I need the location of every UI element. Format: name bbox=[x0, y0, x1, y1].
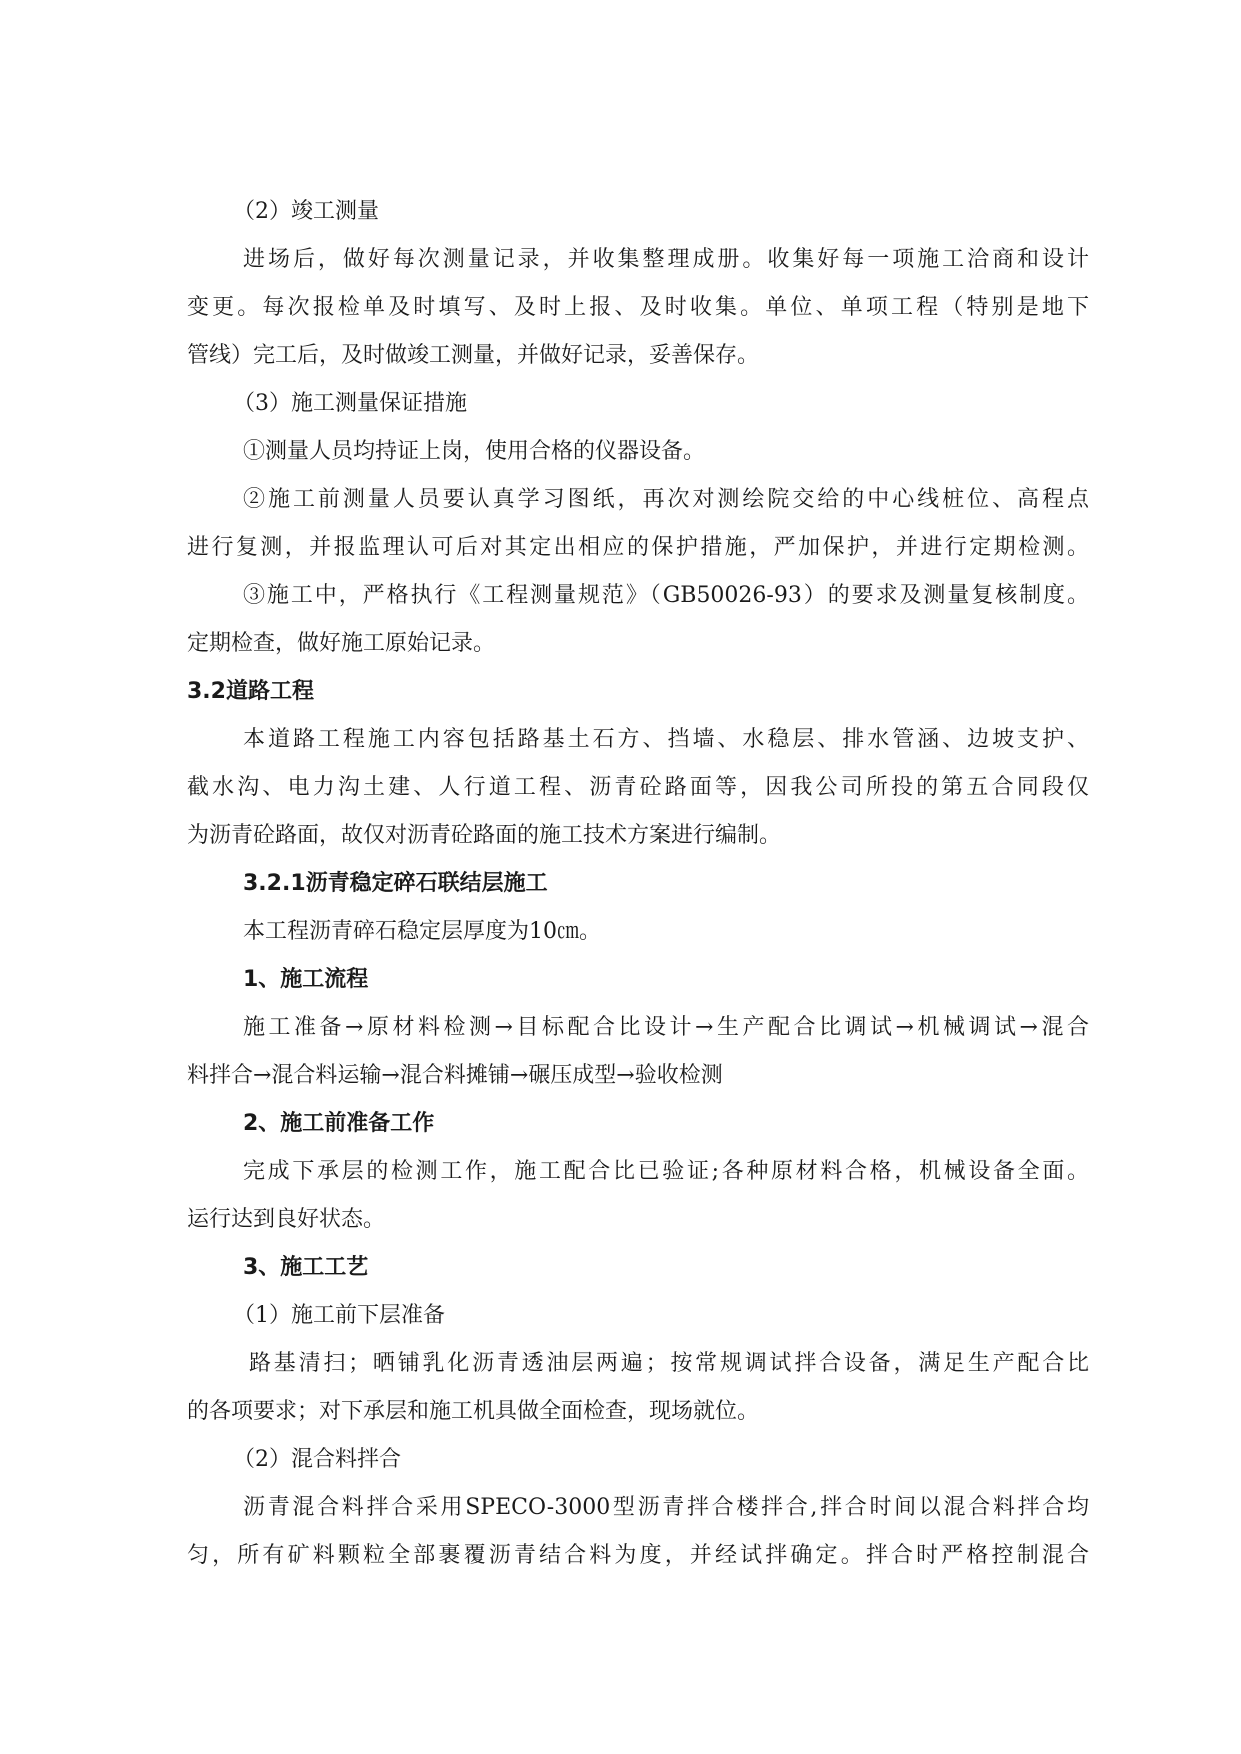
paragraph-line: 进场后，做好每次测量记录，并收集整理成册。收集好每一项施工洽商和设计 bbox=[243, 247, 1089, 272]
paragraph-line: 为沥青砼路面，故仅对沥青砼路面的施工技术方案进行编制。 bbox=[187, 823, 782, 848]
list-item: ③施工中，严格执行《工程测量规范》（GB50026-93）的要求及测量复核制度。 bbox=[243, 583, 1089, 608]
paragraph-line: 变更。每次报检单及时填写、及时上报、及时收集。单位、单项工程（特别是地下 bbox=[187, 295, 1089, 320]
paragraph-line: 路基清扫；晒铺乳化沥青透油层两遍；按常规调试拌合设备，满足生产配合比 bbox=[249, 1351, 1089, 1376]
paragraph-line: 定期检查，做好施工原始记录。 bbox=[187, 631, 496, 656]
subheading-completion-survey: （2）竣工测量 bbox=[233, 199, 379, 224]
paragraph-line: 截水沟、电力沟土建、人行道工程、沥青砼路面等，因我公司所投的第五合同段仅 bbox=[187, 775, 1089, 800]
paragraph-line: 本道路工程施工内容包括路基土石方、挡墙、水稳层、排水管涵、边坡支护、 bbox=[243, 727, 1089, 752]
paragraph-line: 匀，所有矿料颗粒全部裹覆沥青结合料为度，并经试拌确定。拌合时严格控制混合 bbox=[187, 1543, 1089, 1568]
paragraph-line: 的各项要求；对下承层和施工机具做全面检查，现场就位。 bbox=[187, 1399, 760, 1424]
paragraph-line: 施工准备→原材料检测→目标配合比设计→生产配合比调试→机械调试→混合 bbox=[243, 1015, 1089, 1040]
document-body bbox=[187, 188, 1089, 1580]
paragraph-line: 管线）完工后，及时做竣工测量，并做好记录，妥善保存。 bbox=[187, 343, 760, 368]
paragraph-line: 沥青混合料拌合采用SPECO-3000型沥青拌合楼拌合,拌合时间以混合料拌合均 bbox=[243, 1495, 1089, 1520]
paragraph-line: 料拌合→混合料运输→混合料摊铺→碾压成型→验收检测 bbox=[187, 1063, 723, 1088]
subheading-mixing: （2）混合料拌合 bbox=[233, 1447, 401, 1472]
paragraph-line: 进行复测，并报监理认可后对其定出相应的保护措施，严加保护，并进行定期检测。 bbox=[187, 535, 1089, 560]
paragraph-line: 运行达到良好状态。 bbox=[187, 1207, 386, 1232]
step-heading-preparation: 2、施工前准备工作 bbox=[243, 1111, 435, 1136]
subheading-survey-measures: （3）施工测量保证措施 bbox=[233, 391, 467, 416]
section-heading-road-works: 3.2道路工程 bbox=[187, 679, 314, 704]
step-heading-construction-flow: 1、施工流程 bbox=[243, 967, 369, 992]
list-item: ①测量人员均持证上岗，使用合格的仪器设备。 bbox=[243, 439, 706, 464]
subheading-lower-layer-prep: （1）施工前下层准备 bbox=[233, 1303, 445, 1328]
list-item: ②施工前测量人员要认真学习图纸，再次对测绘院交给的中心线桩位、高程点 bbox=[243, 487, 1089, 512]
paragraph-line: 本工程沥青碎石稳定层厚度为10㎝。 bbox=[243, 919, 601, 944]
paragraph-line: 完成下承层的检测工作，施工配合比已验证;各种原材料合格，机械设备全面。 bbox=[243, 1159, 1089, 1184]
step-heading-process: 3、施工工艺 bbox=[243, 1255, 369, 1280]
subsection-heading: 3.2.1沥青稳定碎石联结层施工 bbox=[243, 871, 548, 896]
